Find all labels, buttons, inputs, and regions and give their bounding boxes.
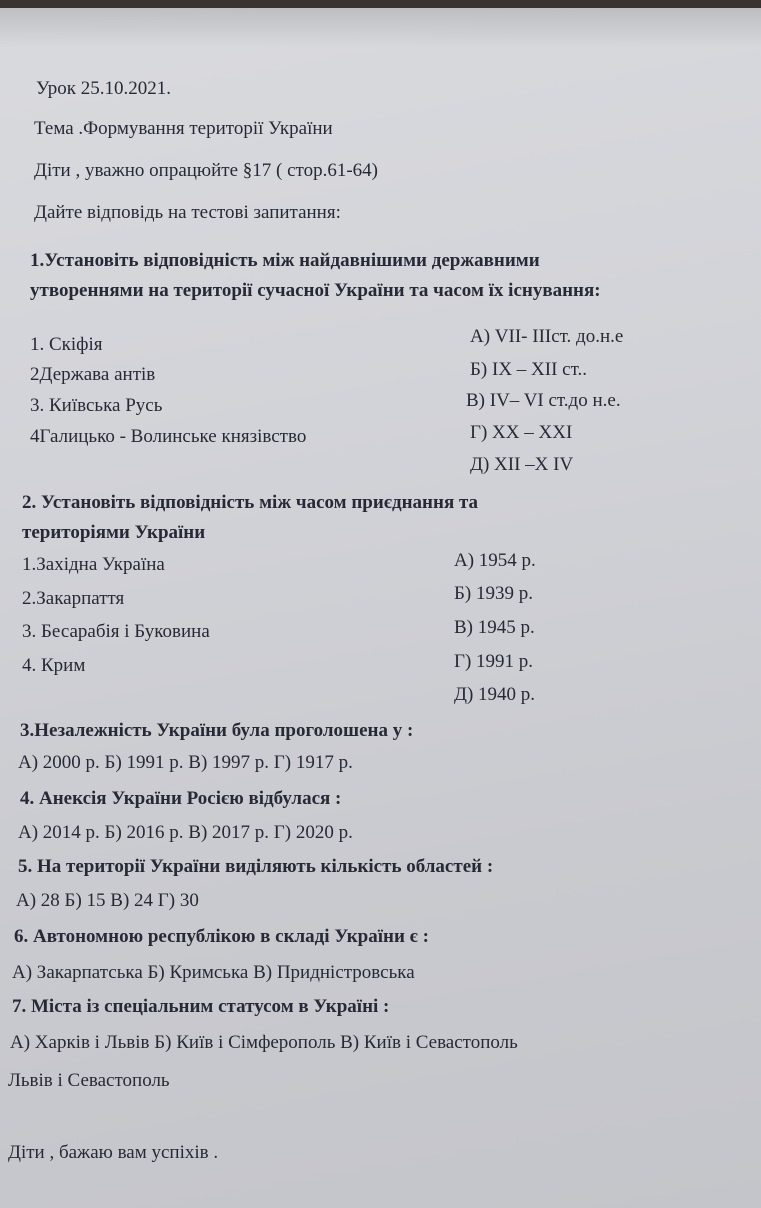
q2-right-option: Д) 1940 р.: [454, 684, 536, 705]
q2-title-line2: територіями України: [22, 522, 206, 543]
q1-left-item: 3. Київська Русь: [30, 395, 163, 416]
q6-title: 6. Автономною республікою в складі України є :: [14, 926, 429, 947]
q1-right-option: Д) XII –X IV: [470, 454, 574, 475]
q1-right-option: В) IV– VI ст.до н.е.: [466, 390, 621, 411]
q5-options: А) 28 Б) 15 В) 24 Г) 30: [16, 890, 199, 911]
q2-left-item: 4. Крим: [22, 655, 86, 676]
q2-title-line1: 2. Установіть відповідність між часом приєднання та: [22, 492, 479, 513]
closing-wish: Діти , бажаю вам успіхів .: [8, 1142, 219, 1163]
q2-left-item: 1.Західна Україна: [22, 554, 165, 575]
task-instruction: Дайте відповідь на тестові запитання:: [34, 202, 341, 223]
q4-title: 4. Анексія України Росією відбулася :: [20, 788, 342, 809]
q1-title-line1: 1.Установіть відповідність між найдавнішими державними: [30, 250, 540, 271]
q6-options: А) Закарпатська Б) Кримська В) Придністровська: [12, 962, 415, 983]
q1-right-option: Б) IX – XII ст..: [470, 359, 587, 380]
q3-options: А) 2000 р. Б) 1991 р. В) 1997 р. Г) 1917 р.: [18, 752, 353, 773]
q1-right-option: А) VII- IIIст. до.н.е: [470, 326, 624, 347]
q2-right-option: А) 1954 р.: [454, 550, 536, 571]
q2-right-option: Б) 1939 р.: [454, 583, 533, 604]
q5-title: 5. На території України виділяють кількість областей :: [18, 856, 494, 877]
q2-right-option: Г) 1991 р.: [454, 651, 534, 672]
lesson-date: Урок 25.10.2021.: [36, 78, 172, 99]
q1-title-line2: утвореннями на території сучасної України та часом їх існування:: [30, 280, 601, 301]
q2-left-item: 2.Закарпаття: [22, 588, 125, 609]
q1-left-item: 1. Скіфія: [30, 334, 103, 355]
q7-options-line2: Львів і Севастополь: [8, 1070, 170, 1091]
lesson-topic: Тема .Формування території України: [34, 118, 333, 139]
q3-title: 3.Незалежність України була проголошена у :: [20, 720, 414, 741]
reading-instruction: Діти , уважно опрацюйте §17 ( стор.61-64): [34, 160, 378, 181]
q1-left-item: 2Держава антів: [30, 364, 156, 385]
q2-right-option: В) 1945 р.: [454, 617, 535, 638]
worksheet-page: [0, 8, 761, 1208]
q1-right-option: Г) XX – XXI: [470, 422, 573, 443]
q7-options-line1: А) Харків і Львів Б) Київ і Сімферополь В) Київ і Севастополь: [10, 1032, 518, 1053]
q2-left-item: 3. Бесарабія і Буковина: [22, 621, 210, 642]
q7-title: 7. Міста із спеціальним статусом в Україні :: [12, 996, 390, 1017]
q1-left-item: 4Галицько - Волинське князівство: [30, 426, 307, 447]
q4-options: А) 2014 р. Б) 2016 р. В) 2017 р. Г) 2020 р.: [18, 822, 353, 843]
